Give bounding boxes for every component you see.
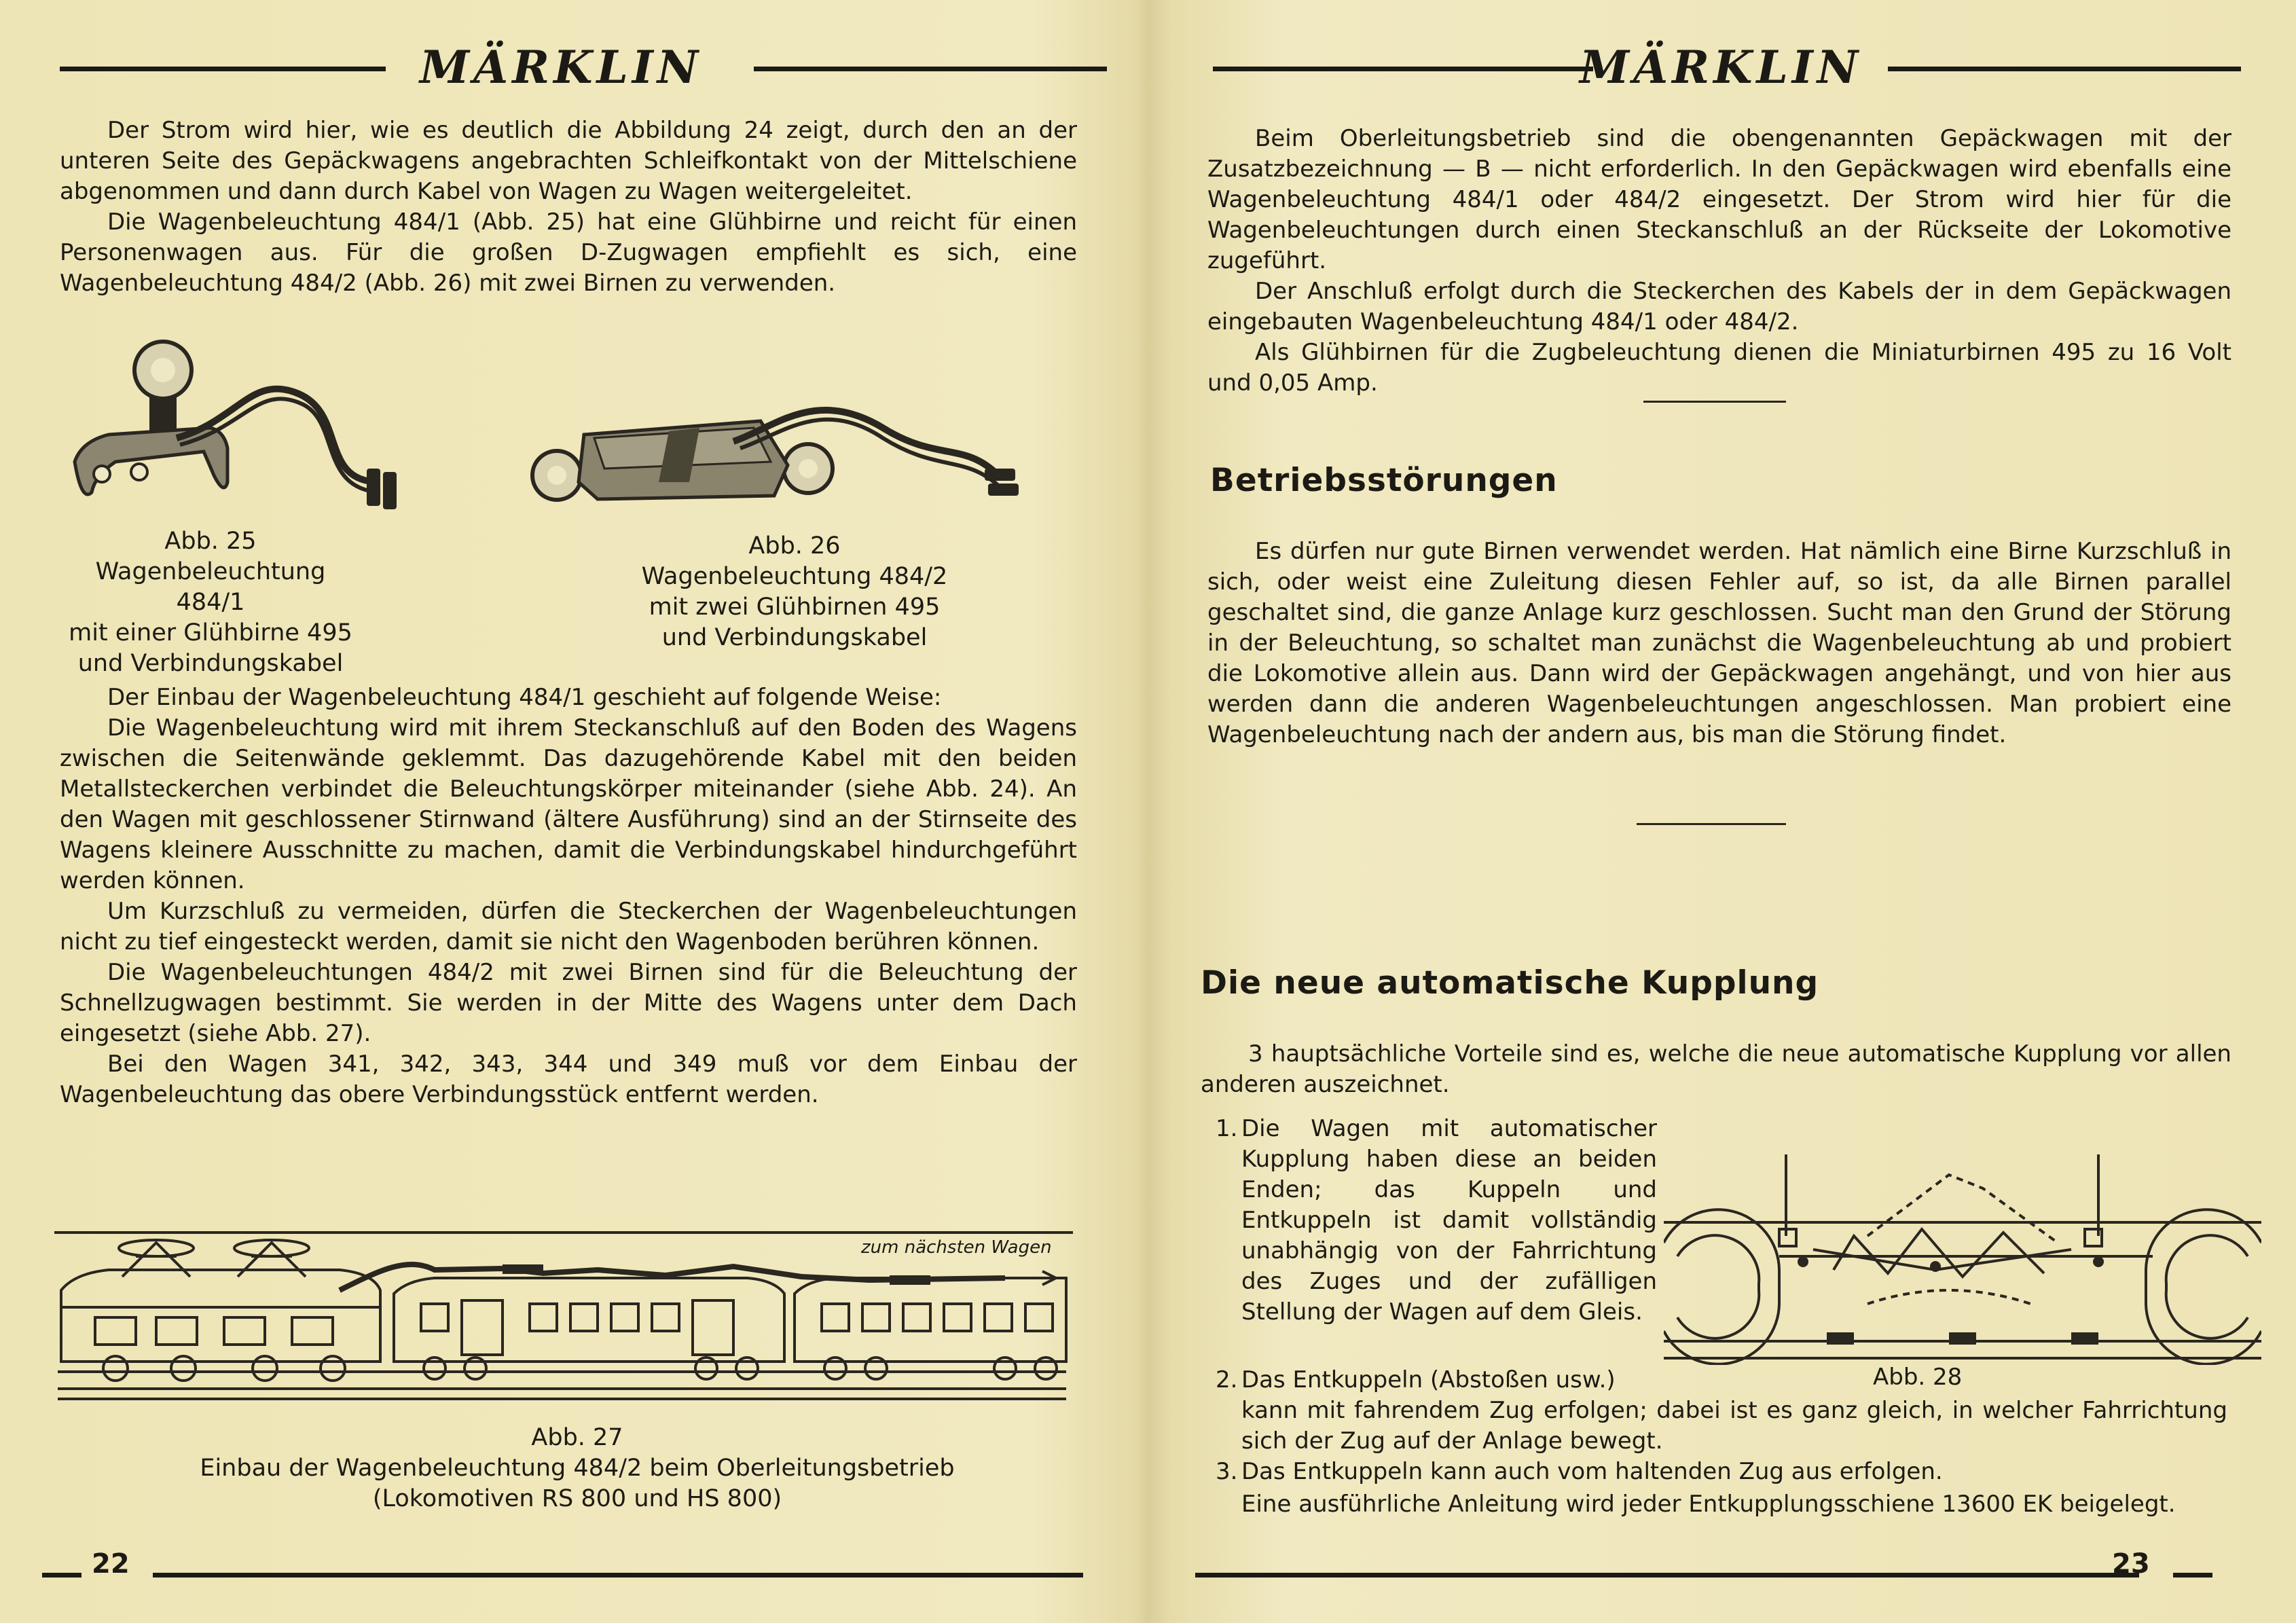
fig27-caption xyxy=(102,1423,1053,1514)
list-item-text: Das Entkuppeln (Abstoßen usw.) xyxy=(1241,1366,1616,1393)
section-divider xyxy=(1637,823,1786,825)
caption-line: mit zwei Glühbirnen 495 xyxy=(649,594,941,621)
section2-intro xyxy=(1201,1039,2231,1100)
caption-line: Einbau der Wagenbeleuchtung 484/2 beim Oberleitungsbetrieb xyxy=(200,1455,955,1482)
section1-text xyxy=(1207,536,2231,750)
footer-rule xyxy=(153,1573,1083,1578)
intro-text xyxy=(1207,124,2231,399)
brand-logo: MÄRKLIN xyxy=(420,41,703,94)
header-rule xyxy=(754,67,1107,71)
footer-rule xyxy=(2173,1573,2212,1578)
paragraph: Die Wagenbeleuchtungen 484/2 mit zwei Birnen sind für die Beleuchtung der Schnellzugwagen bestimmt. Sie werden in der Mitte des Wagens unter dem Dach eingesetzt (siehe Abb. 27). xyxy=(60,959,1077,1047)
fig25-caption xyxy=(68,526,353,679)
page-number: 22 xyxy=(92,1548,130,1580)
advantage-2 xyxy=(1216,1365,2227,1457)
page-header xyxy=(0,41,1148,95)
paragraph: Eine ausführliche Anleitung wird jeder Entkupplungsschiene 13600 EK beigelegt. xyxy=(1241,1491,2176,1518)
caption-line: und Verbindungskabel xyxy=(77,650,344,677)
figure-number: Abb. 28 xyxy=(1873,1364,1963,1391)
installation-text xyxy=(60,682,1077,1110)
caption-line: Wagenbeleuchtung 484/2 xyxy=(641,563,948,590)
page-number: 23 xyxy=(2112,1548,2150,1580)
page-header xyxy=(1148,41,2296,95)
arrow-label: zum nächsten Wagen xyxy=(861,1237,1052,1258)
section-title: Betriebsstörungen xyxy=(1210,462,1558,499)
page-right xyxy=(1148,0,2296,1623)
brand-logo: MÄRKLIN xyxy=(1580,41,1863,94)
intro-text xyxy=(60,115,1077,299)
paragraph: Um Kurzschluß zu vermeiden, dürfen die Steckerchen der Wagenbeleuchtungen nicht zu tief eingesteckt werden, damit sie nicht den Wagenboden berühren können. xyxy=(60,898,1077,955)
section-divider xyxy=(1643,401,1786,403)
header-rule xyxy=(60,67,386,71)
advantage-3 xyxy=(1216,1457,2227,1487)
paragraph: Bei den Wagen 341, 342, 343, 344 und 349 muß vor dem Einbau der Wagenbeleuchtung das obere Verbindungsstück entfernt werden. xyxy=(60,1051,1077,1108)
caption-line: und Verbindungskabel xyxy=(661,624,928,651)
list-number: 2. xyxy=(1216,1366,1238,1393)
paragraph: Beim Oberleitungsbetrieb sind die obengenannten Gepäckwagen mit der Zusatzbezeichnung — B — nicht erforderlich. In den Gepäckwagen wird ebenfalls eine Wagenbeleuchtung 484/1 oder 484/2 eingesetzt. Der Strom wird hier für die Wagenbeleuchtungen durch einen Steckanschluß an der Rückseite der Lokomotive zugeführt. xyxy=(1207,125,2231,274)
list-item-text: Die Wagen mit automatischer Kupplung haben diese an beiden Enden; das Kuppeln und Entkuppeln ist damit vollständig unabhängig von der Fahrrichtung des Zuges und der zufälligen Stellung der Wagen auf dem Gleis. xyxy=(1241,1115,1657,1326)
figure-number: Abb. 27 xyxy=(531,1424,623,1451)
caption-line: mit einer Glühbirne 495 xyxy=(69,619,352,646)
section-title: Die neue automatische Kupplung xyxy=(1201,964,1819,1002)
fig26-image xyxy=(530,401,1046,523)
paragraph: Die Wagenbeleuchtung 484/1 (Abb. 25) hat eine Glühbirne und reicht für einen Personenwagen aus. Für die großen D-Zugwagen empfiehlt es sich, eine Wagenbeleuchtung 484/2 (Abb. 26) mit zwei Birnen zu verwenden. xyxy=(60,208,1077,297)
paragraph: Der Strom wird hier, wie es deutlich die Abbildung 24 zeigt, durch den an der unteren Seite des Gepäckwagens angebrachten Schleifkontakt von der Mittelschiene abgenommen und dann durch Kabel von Wagen zu Wagen weitergeleitet. xyxy=(60,117,1077,205)
list-item-text: kann mit fahrendem Zug erfolgen; dabei ist es ganz gleich, in welcher Fahrrichtung sich der Zug auf der Anlage bewegt. xyxy=(1241,1397,2227,1455)
footer-rule xyxy=(1195,1573,2139,1578)
paragraph: Der Anschluß erfolgt durch die Steckerchen des Kabels der in dem Gepäckwagen eingebauten Wagenbeleuchtung 484/1 oder 484/2. xyxy=(1207,278,2231,335)
list-number: 1. xyxy=(1216,1115,1238,1142)
closing-note xyxy=(1241,1489,2233,1520)
fig28-image xyxy=(1664,1154,2261,1365)
fig26-caption xyxy=(632,531,958,653)
header-rule xyxy=(1213,67,1593,71)
header-rule xyxy=(1888,67,2241,71)
paragraph: 3 hauptsächliche Vorteile sind es, welche die neue automatische Kupplung vor allen anderen auszeichnet. xyxy=(1201,1040,2231,1098)
fig25-image xyxy=(61,333,414,530)
figure-number: Abb. 25 xyxy=(164,528,257,555)
paragraph: Als Glühbirnen für die Zugbeleuchtung dienen die Miniaturbirnen 495 zu 16 Volt und 0,05 Amp. xyxy=(1207,339,2231,397)
list-number: 3. xyxy=(1216,1458,1238,1485)
paragraph: Der Einbau der Wagenbeleuchtung 484/1 geschieht auf folgende Weise: xyxy=(107,684,942,711)
caption-line: (Lokomotiven RS 800 und HS 800) xyxy=(372,1485,782,1512)
list-item-text: Das Entkuppeln kann auch vom haltenden Zug aus erfolgen. xyxy=(1241,1458,1943,1485)
figure-number: Abb. 26 xyxy=(748,532,841,560)
advantage-1 xyxy=(1216,1114,1657,1328)
caption-line: Wagenbeleuchtung 484/1 xyxy=(95,558,326,616)
paragraph: Die Wagenbeleuchtung wird mit ihrem Steckanschluß auf den Boden des Wagens zwischen die Seitenwände geklemmt. Das dazugehörende Kabel mit den beiden Metallsteckerchen verbindet die Beleuchtungskörper miteinander (siehe Abb. 24). An den Wagen mit geschlossener Stirnwand (ältere Ausführung) sind an der Stirnseite des Wagens kleinere Ausschnitte zu machen, damit die Verbindungskabel hindurchgeführt werden können. xyxy=(60,714,1077,894)
footer-rule xyxy=(42,1573,81,1578)
paragraph: Es dürfen nur gute Birnen verwendet werden. Hat nämlich eine Birne Kurzschluß in sich, oder weist eine Zuleitung diesen Fehler auf, so ist, da alle Birnen parallel geschaltet sind, die ganze Anlage kurz geschlossen. Sucht man den Grund der Störung in der Beleuchtung, so schaltet man zunächst die Wagenbeleuchtung ab und probiert die Lokomotive allein aus. Dann wird der Gepäckwagen angehängt, und von hier aus werden dann die anderen Wagenbeleuchtungen angeschlossen. Man probiert eine Wagenbeleuchtung nach der andern aus, bis man die Störung findet. xyxy=(1207,538,2231,748)
